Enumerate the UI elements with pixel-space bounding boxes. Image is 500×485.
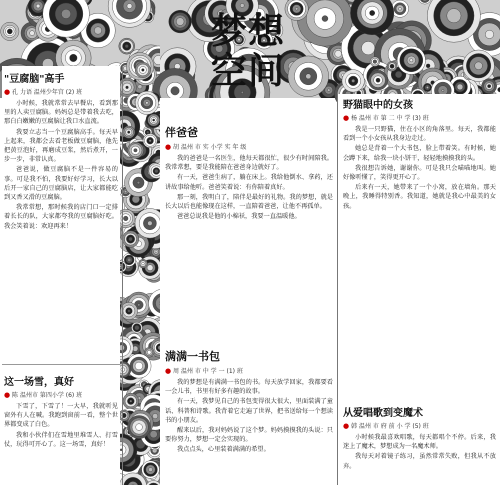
- article-byline: ● 胡 温州 市 实 小学 实 年 级: [165, 143, 247, 151]
- article-ban-baba: [161, 110, 337, 342]
- article-paragraph: 我的梦想是有满满一书包的书。每天放学回家，我都要看一会儿书，书里有好多有趣的故事。: [165, 379, 333, 396]
- article-byline: ● 杨 温州 市 第 二 中 学 (3) 班: [343, 114, 429, 122]
- article-snow: [2, 364, 120, 485]
- article-paragraph: 我点点头，心里装着满满的希望。: [177, 446, 270, 454]
- article-byline: ● 周 温州 市 中 学 一 (1) 班: [165, 367, 243, 375]
- article-title: "豆腐脑"高手: [4, 74, 65, 85]
- section-title-line-2: 空间: [210, 51, 285, 92]
- article-byline: ● 陈 温州市 第四小学 (6) 班: [4, 391, 83, 399]
- article-paragraph: 我的爸爸是一名医生，他每天都很忙，很少有时间陪我。我常常想，要是我能陪在爸爸身边就好了。: [165, 155, 333, 172]
- article-byline: ● 韩 温州 市 府 前 小 学 (5) 班: [343, 422, 429, 430]
- article-paragraph: 爸爸总说我是他的小棉袄，我要一直温暖他。: [177, 213, 301, 221]
- article-title: 这一场雪，真好: [4, 377, 74, 388]
- article-paragraph: 小时候，我就常常去早餐店，看到那里的人卖豆腐脑。妈妈总是带着我去吃，那白白嫩嫩的豆腐脑让我口水直流。: [4, 100, 118, 126]
- section-title-line-1: 梦想: [210, 11, 285, 52]
- article-shubao: [161, 342, 337, 485]
- article-title: 伴爸爸: [165, 126, 198, 139]
- article-byline: ● 孔 力语 温州少年宫 (2) 班: [4, 88, 83, 96]
- article-paragraph: 爸爸说，做豆腐脑不是一件容易的事。可是我不怕，我要好好学习，长大以后开一家自己的豆腐脑店，让大家都能吃到又香又滑的豆腐脑。: [4, 166, 118, 202]
- column-divider: [122, 66, 123, 485]
- article-paragraph: 小时候我最喜欢唱歌，每天都唱个不停。后来，我迷上了魔术，梦想成为一名魔术师。: [343, 434, 496, 451]
- middle-column: [161, 110, 337, 485]
- article-mosu: [338, 398, 500, 485]
- article-paragraph: 我和小伙伴们在雪地里堆雪人、打雪仗，玩得可开心了。这一场雪，真好！: [4, 431, 118, 448]
- article-paragraph: 我常常想，那时候我的店门口一定排着长长的队，大家都夸我的豆腐脑好吃。我会笑着说：欢迎再来！: [4, 204, 118, 230]
- article-title: 野猫眼中的女孩: [343, 100, 413, 111]
- article-title: 从爱唱歌到变魔术: [343, 408, 423, 419]
- article-paragraph: 有一天，爸爸生病了，躺在床上。我给他倒水、拿药，还讲故事给他听。爸爸笑着说：有你陪着真好。: [165, 174, 333, 191]
- article-paragraph: 我是一只野猫，住在小区的角落里。每天，我都能看到一个小女孩从我身边走过。: [343, 126, 496, 143]
- article-yemao: [338, 94, 500, 398]
- article-paragraph: 我要立志当一个豆腐脑高手。每天早上起来，我都会去看老板做豆腐脑，他先把黄豆泡好，再磨成豆浆，然后煮开，一步一步，非常认真。: [4, 128, 118, 164]
- article-doufunao: [2, 66, 120, 364]
- article-paragraph: 她总是背着一个大书包，脸上带着笑。有时候，她会蹲下来，给我一块小饼干，轻轻地摸摸我的头。: [343, 145, 496, 162]
- title-emblem: [194, 4, 302, 98]
- article-paragraph: 醒来以后，我对妈妈说了这个梦。妈妈摸摸我的头说：只要你努力，梦想一定会实现的。: [165, 427, 333, 444]
- article-paragraph: 我每天对着镜子练习，虽然常常失败，但我从不放弃。: [343, 453, 496, 470]
- right-column: [338, 94, 500, 485]
- article-paragraph: 那一刻，我明白了，陪伴是最好的礼物。我的梦想，就是长大以后也能像现在这样，一直陪着爸爸，让他不再孤单。: [165, 193, 333, 211]
- article-paragraph: 后来有一天，她带来了一个小窝，放在墙角。那天晚上，我睡得特别香。我知道，她就是我心中最美的女孩。: [343, 184, 496, 210]
- article-paragraph: 下雪了，下雪了！一大早，我就听见窗外有人在喊。我跑到窗前一看，整个世界都变成了白色。: [4, 403, 118, 429]
- article-paragraph: 我很想告诉她，谢谢你。可是我只会喵喵地叫。她好像听懂了，笑得更开心了。: [343, 164, 496, 182]
- article-paragraph: 有一天，我梦见自己的书包变得很大很大，里面装满了童话、科普和诗歌。我背着它走遍了世界，把书送给每一个想读书的小朋友。: [165, 398, 333, 424]
- article-title: 满满一书包: [165, 350, 220, 363]
- left-column: [2, 66, 120, 485]
